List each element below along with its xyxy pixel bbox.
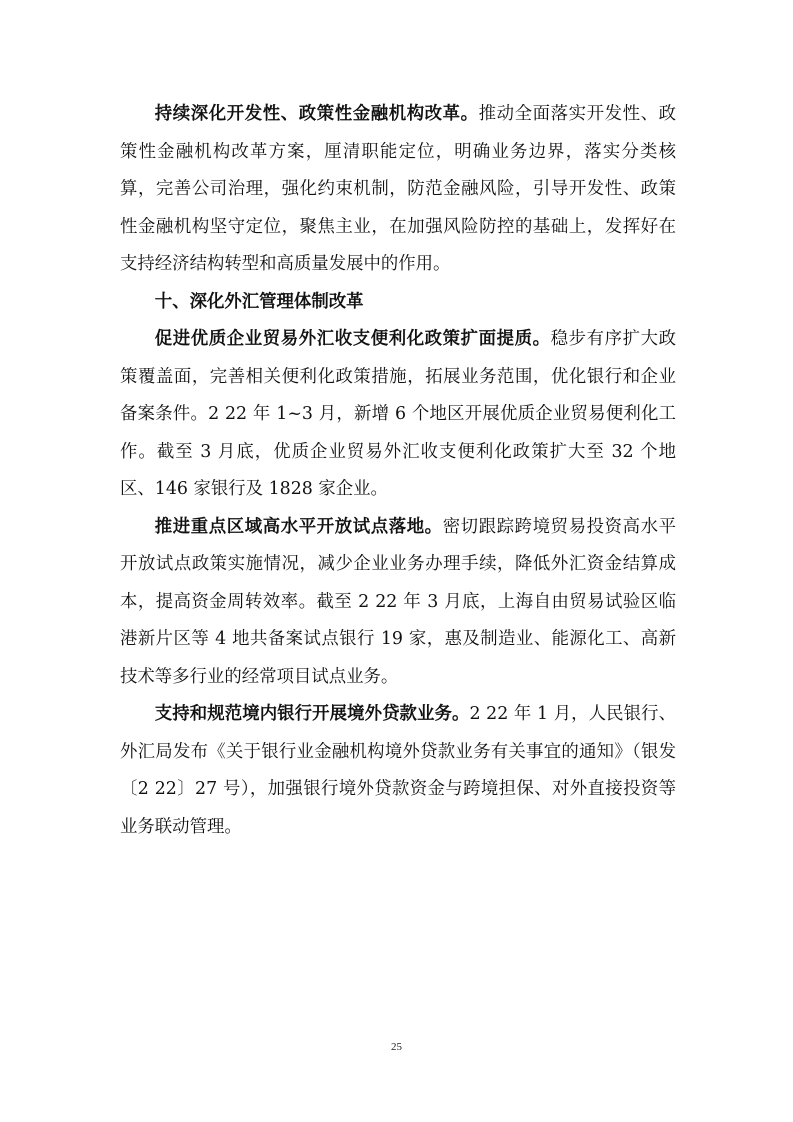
paragraph-body: 密切跟踪跨境贸易投资高水平开放试点政策实施情况，减少企业业务办理手续，降低外汇资金结算成本，提高资金周转效率。截至 2 22 年 3 月底，上海自由贸易试验区临港新片区等 4 地共备案试点银行 19 家，惠及制造业、能源化工、高新技术等多行业的经常项目试点业务。 [120,516,676,687]
paragraph-lead: 推进重点区域高水平开放试点落地。 [154,516,443,537]
paragraph-body: 稳步有序扩大政策覆盖面，完善相关便利化政策措施，拓展业务范围，优化银行和企业备案条件。2 22 年 1~3 月，新增 6 个地区开展优质企业贸易便利化工作。截至 3 月底，优质企业贸易外汇收支便利化政策扩大至 32 个地区、146 家银行及 1828 家企业。 [120,329,676,499]
paragraph-body: 2 22 年 1 月，人民银行、外汇局发布《关于银行业金融机构境外贷款业务有关事宜的通知》（银发〔2 22〕27 号），加强银行境外贷款资金与跨境担保、对外直接投资等业务联动管理。 [120,704,676,837]
paragraph-trade-facilitation [120,321,676,509]
paragraph-overseas-loans [120,696,676,846]
paragraph-lead: 持续深化开发性、政策性金融机构改革。 [154,104,479,124]
paragraph-body: 推动全面落实开发性、政策性金融机构改革方案，厘清职能定位，明确业务边界，落实分类核算，完善公司治理，强化约束机制，防范金融风险，引导开发性、政策性金融机构坚守定位，聚焦主业，在加强风险防控的基础上，发挥好在支持经济结构转型和高质量发展中的作用。 [120,104,676,274]
section-heading: 十、深化外汇管理体制改革 [154,291,364,312]
page-content [120,96,676,846]
page-number: 25 [391,1041,402,1053]
paragraph-lead: 促进优质企业贸易外汇收支便利化政策扩面提质。 [154,329,551,349]
paragraph-policy-finance-reform [120,96,676,284]
paragraph-pilot-opening [120,509,676,697]
paragraph-lead: 支持和规范境内银行开展境外贷款业务。 [154,704,470,724]
